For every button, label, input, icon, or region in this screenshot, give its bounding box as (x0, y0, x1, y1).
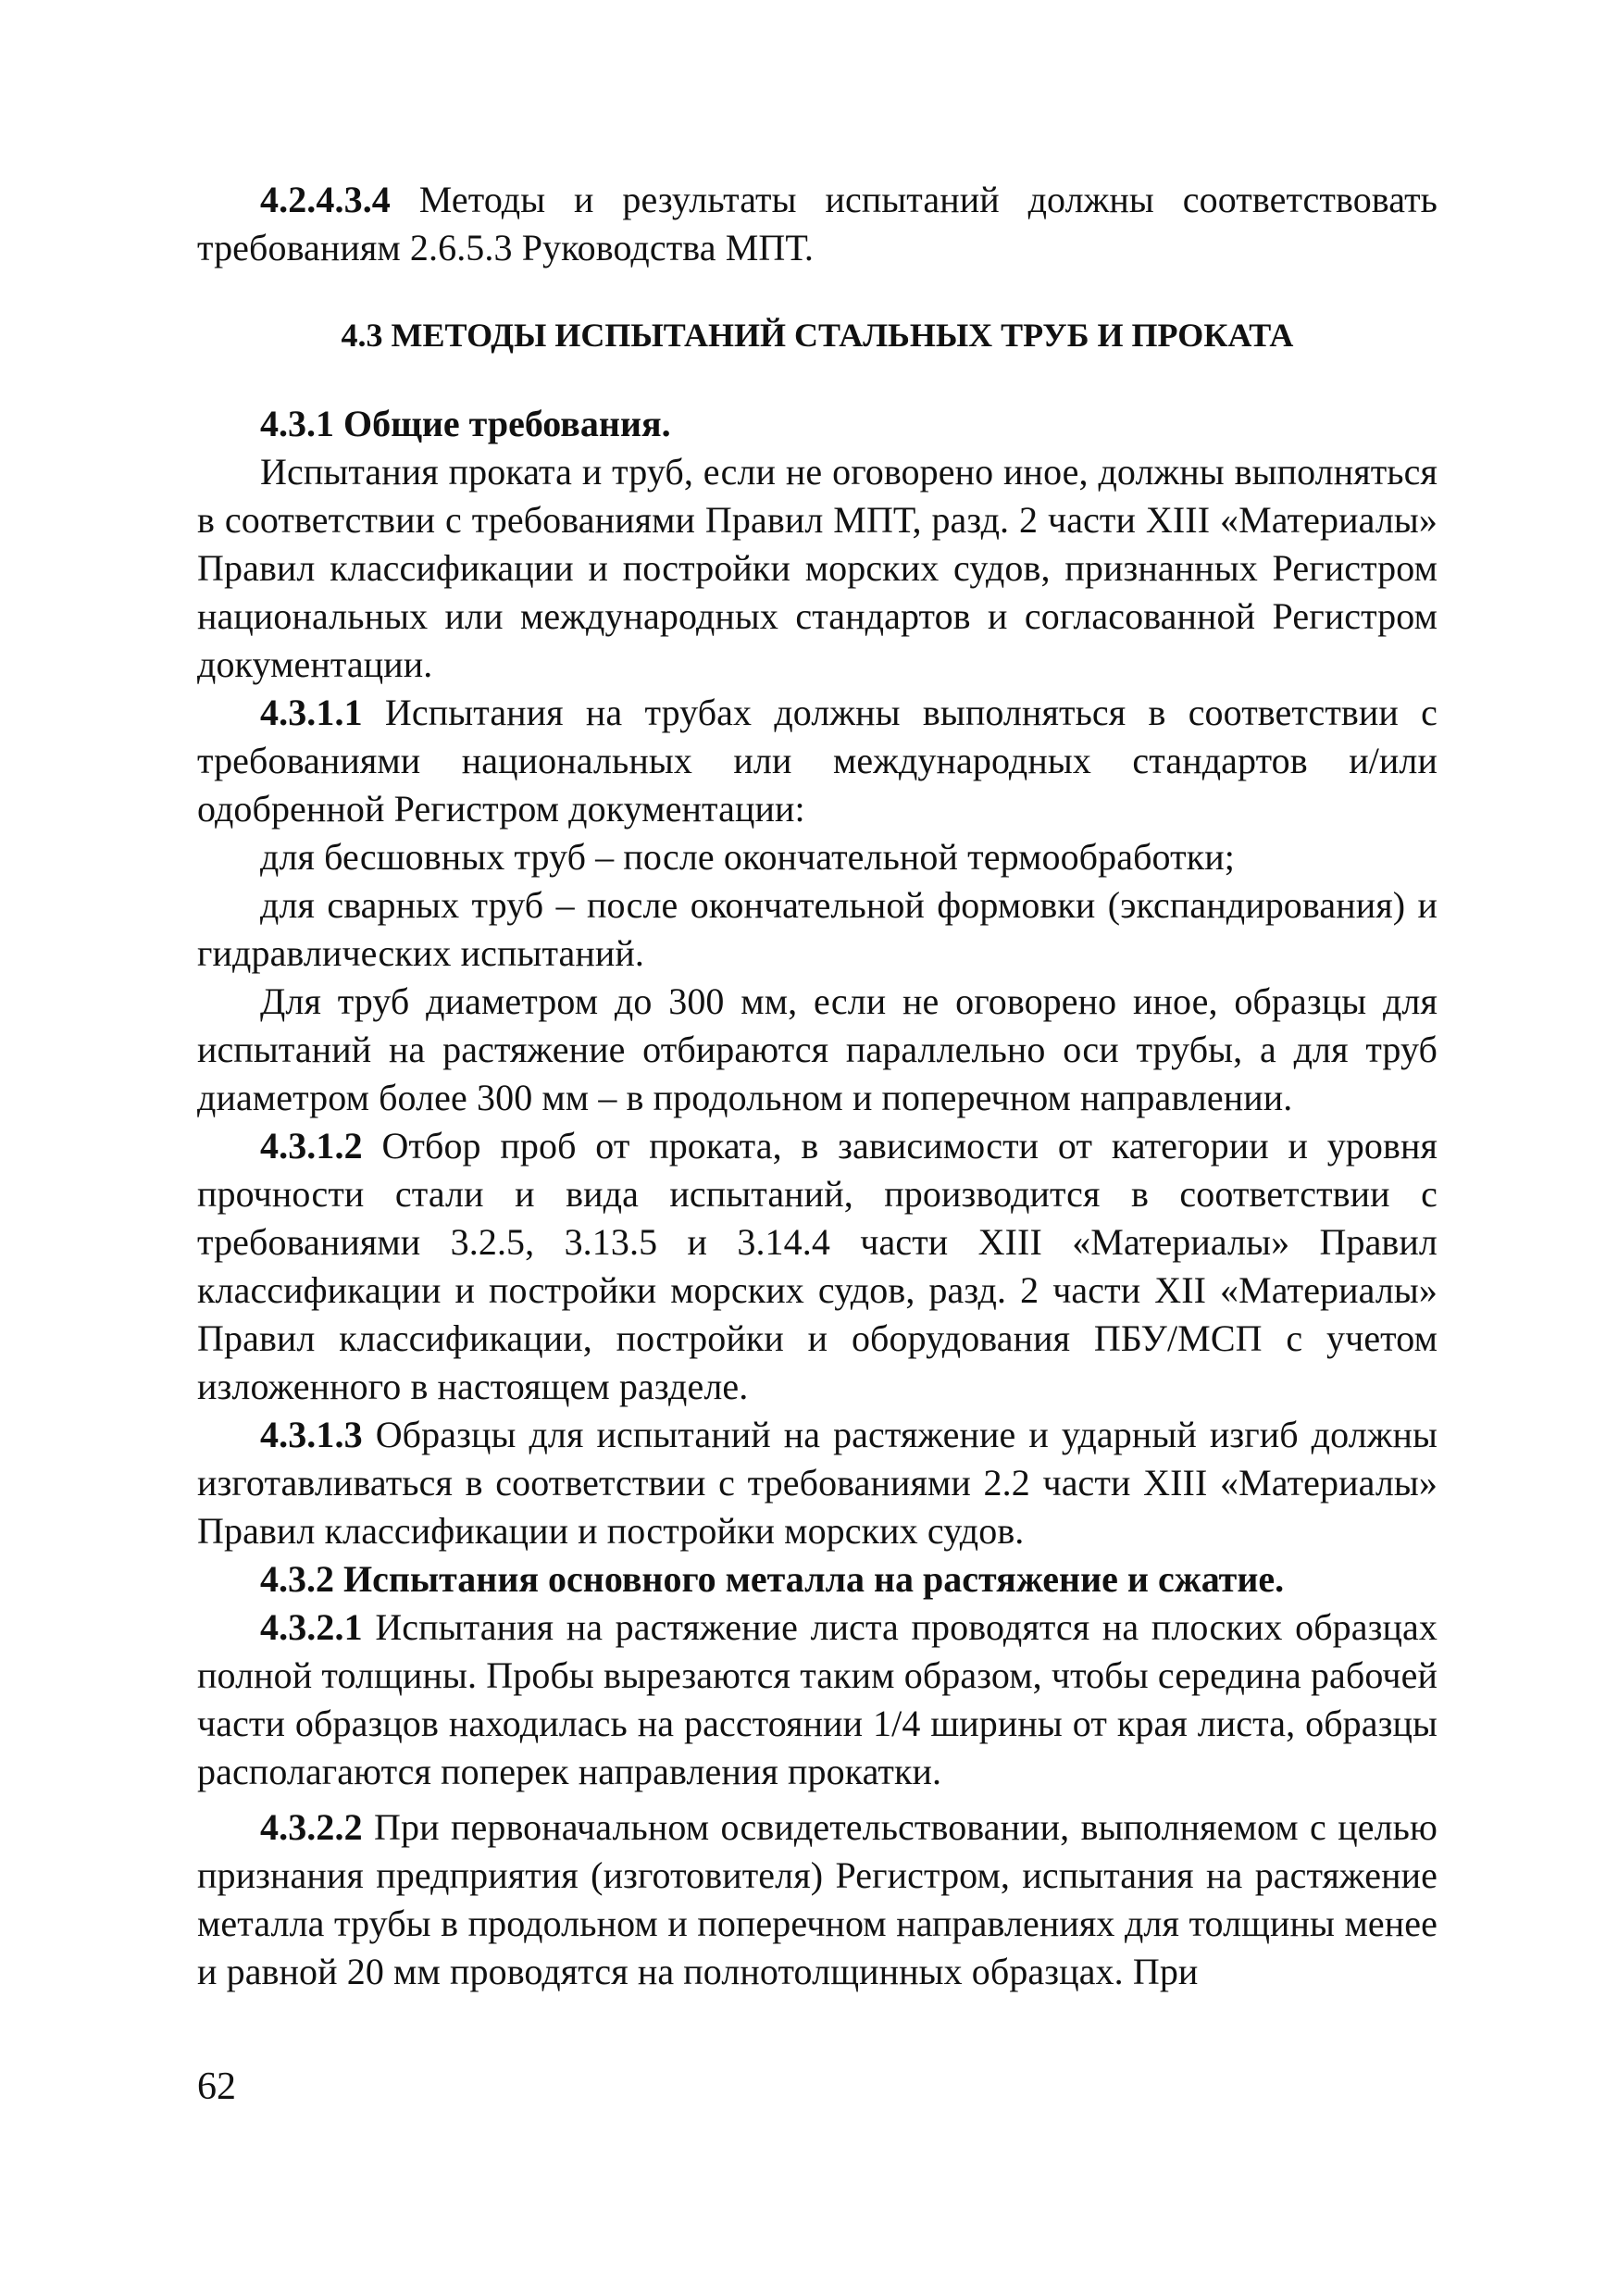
paragraph-4-3-1-1 (197, 689, 1438, 833)
clause-number: 4.3.2.2 (260, 1806, 363, 1848)
paragraph-spacer (197, 1796, 1438, 1803)
clause-text: Испытания на растяжение листа проводятся на плоских образцах полной толщины. Пробы вырезаются таким образом, чтобы середина рабочей части образцов находилась на расстоянии 1/4 ширины от края листа, образцы располагаются поперек направления прокатки. (197, 1606, 1438, 1792)
section-heading: 4.3 МЕТОДЫ ИСПЫТАНИЙ СТАЛЬНЫХ ТРУБ И ПРОКАТА (341, 317, 1294, 354)
paragraph-4-3-1-3 (197, 1411, 1438, 1555)
document-page (197, 176, 1438, 1996)
clause-text: Методы и результаты испытаний должны соответствовать требованиям 2.6.5.3 Руководства МПТ. (197, 179, 1438, 268)
paragraph-welded-pipes: для сварных труб – после окончательной формовки (экспандирования) и гидравлических испытаний. (197, 884, 1438, 974)
clause-text: Испытания на трубах должны выполняться в соответствии с требованиями национальных или международных стандартов и/или одобренной Регистром документации: (197, 692, 1438, 830)
clause-number: 4.3.1.3 (260, 1414, 363, 1455)
clause-text: Образцы для испытаний на растяжение и ударный изгиб должны изготавливаться в соответствии с требованиями 2.2 части XIII «Материалы» Правил классификации и постройки морских судов. (197, 1414, 1438, 1552)
paragraph-4-2-4-3-4 (197, 176, 1438, 272)
clause-number: 4.2.4.3.4 (260, 179, 391, 220)
clause-number: 4.3.1.1 (260, 692, 363, 733)
clause-text: Отбор проб от проката, в зависимости от категории и уровня прочности стали и вида испытаний, производится в соответствии с требованиями 3.2.5, 3.13.5 и 3.14.4 части XIII «Материалы» Правил классификации и постройки морских судов, разд. 2 части XII «Материалы» Правил классификации, постройки и оборудования ПБУ/МСП с учетом изложенного в настоящем разделе. (197, 1125, 1438, 1407)
paragraph-4-3-2-2 (197, 1803, 1438, 1996)
paragraph-seamless-pipes: для бесшовных труб – после окончательной термообработки; (260, 836, 1235, 878)
clause-text: При первоначальном освидетельствовании, выполняемом с целью признания предприятия (изготовителя) Регистром, испытания на растяжение металла трубы в продольном и поперечном направлениях для толщины менее и равной 20 мм проводятся на полнотолщинных образцах. При (197, 1806, 1438, 1992)
paragraph-4-3-1-2 (197, 1122, 1438, 1411)
clause-number: 4.3.2.1 (260, 1606, 363, 1648)
page-number: 62 (197, 2065, 236, 2108)
paragraph-pipe-diameter: Для труб диаметром до 300 мм, если не оговорено иное, образцы для испытаний на растяжение отбираются параллельно оси трубы, а для труб диаметром более 300 мм – в продольном и поперечном направлении. (197, 980, 1438, 1118)
paragraph-general-requirements: Испытания проката и труб, если не оговорено иное, должны выполняться в соответствии с требованиями Правил МПТ, разд. 2 части XIII «Материалы» Правил классификации и постройки морских судов, признанных Регистром национальных или международных стандартов и согласованной Регистром документации. (197, 451, 1438, 685)
subsection-heading-4-3-1: 4.3.1 Общие требования. (260, 403, 671, 444)
clause-number: 4.3.1.2 (260, 1125, 363, 1167)
paragraph-4-3-2-1 (197, 1603, 1438, 1796)
subsection-heading-4-3-2: 4.3.2 Испытания основного металла на растяжение и сжатие. (260, 1558, 1285, 1600)
